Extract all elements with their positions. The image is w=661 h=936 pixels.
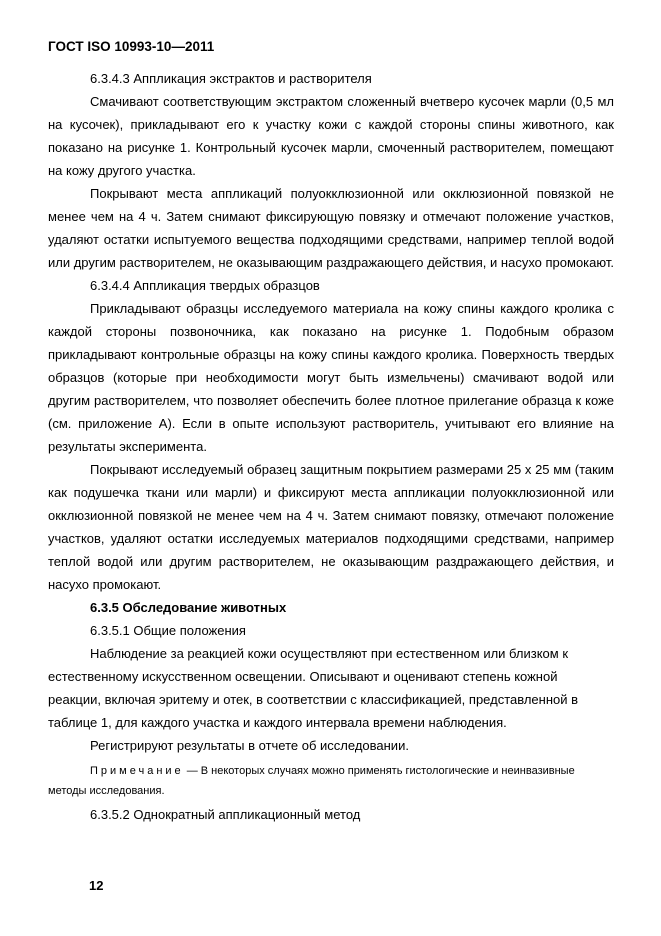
section-heading-6-3-5-2: 6.3.5.2 Однократный аппликационный метод xyxy=(90,807,361,822)
paragraph: Покрывают исследуемый образец защитным покрытием размерами 25 х 25 мм (таким как подушечка ткани или марли) и фиксируют места аппликации полуокклюзионной или окклюзионной повязкой не менее чем на 4 ч. Затем снимают повязку, отмечают положение участков, удаляют остатки исследуемых материалов подходящими средствами, например теплой водой или другим растворителем, не оказывающим раздражающего действия, и насухо промокают. xyxy=(48,462,614,592)
paragraph: Смачивают соответствующим экстрактом сложенный вчетверо кусочек марли (0,5 мл на кусочек), прикладывают его к участку кожи с каждой стороны спины животного, как показано на рисунке 1. Контрольный кусочек марли, смоченный растворителем, помещают на кожу другого участка. xyxy=(48,94,614,178)
section-heading-6-3-5-1: 6.3.5.1 Общие положения xyxy=(90,623,246,638)
paragraph: Прикладывают образцы исследуемого материала на кожу спины каждого кролика с каждой стороны позвоночника, как показано на рисунке 1. Подобным образом прикладывают контрольные образцы на кожу спины каждого кролика. Поверхность твердых образцов (которые при необходимости могут быть измельчены) смачивают водой или другим растворителем, что позволяет обеспечить более плотное прилегание образца к коже (см. приложение А). Если в опыте используют растворитель, учитывают его влияние на результаты эксперимента. xyxy=(48,301,614,454)
document-header: ГОСТ ISO 10993-10—2011 xyxy=(48,39,215,54)
note-label: Примечание xyxy=(90,765,184,777)
document-body xyxy=(48,67,614,826)
paragraph: Покрывают места аппликаций полуокклюзионной или окклюзионной повязкой не менее чем на 4 ч. Затем снимают фиксирующую повязку и отмечают положение участков, удаляют остатки испытуемого вещества подходящими средствами, например теплой водой или другим растворителем, не оказывающим раздражающего действия, и насухо промокают. xyxy=(48,186,614,270)
page-number: 12 xyxy=(89,878,104,893)
note xyxy=(48,761,614,801)
paragraph: Наблюдение за реакцией кожи осуществляют при естественном или близком к естественному искусственном освещении. Описывают и оценивают степень кожной реакции, включая эритему и отек, в соответствии с классификацией, представленной в таблице 1, для каждого участка и каждого интервала времени наблюдения. xyxy=(48,646,579,730)
section-heading-6-3-4-4: 6.3.4.4 Аппликация твердых образцов xyxy=(90,278,320,293)
section-heading-6-3-5: 6.3.5 Обследование животных xyxy=(90,600,287,615)
paragraph: Регистрируют результаты в отчете об исследовании. xyxy=(90,738,409,753)
note-text: — В некоторых случаях можно применять гистологические и неинвазивные методы исследования. xyxy=(48,765,575,797)
section-heading-6-3-4-3: 6.3.4.3 Аппликация экстрактов и растворителя xyxy=(90,71,372,86)
